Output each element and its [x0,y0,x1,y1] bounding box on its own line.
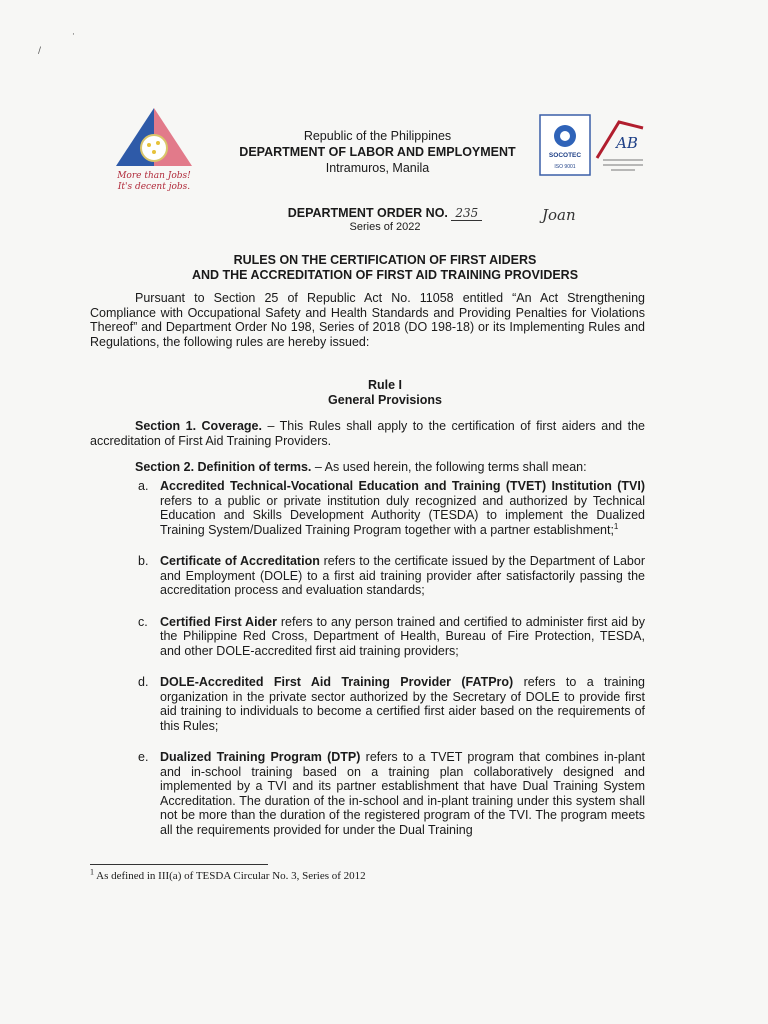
definition-text: refers to a training organization in the private sector authorized by the Secretary of DOLE to provide first aid training to individuals to become a certified first aider based on the requirements of this Rules; [160,675,646,733]
rule-heading [230,378,540,408]
footnote-text: As defined in III(a) of TESDA Circular No. 3, Series of 2012 [94,870,366,882]
section-1-lead: Section 1. Coverage. [135,419,262,433]
title-line-1: RULES ON THE CERTIFICATION OF FIRST AIDERS [233,253,537,267]
department-name: DEPARTMENT OF LABOR AND EMPLOYMENT [239,145,516,159]
dole-logo-icon [112,104,196,194]
stray-mark: ∕ [38,46,42,56]
logo-tagline-1: More than Jobs! [117,171,191,181]
definition-item [130,554,645,598]
definition-text: refers to a TVET program that combines in-plant and in-school training based on a training plan collaboratively designed and implemented by a TVI and its partner establishment that have Dual Training System Accreditation. The duration of the in-school and in-plant training under this system shall not be more than the duration of the registered program of the TVI. The program meets all the requirements provided for under the Dual Training [160,750,645,837]
definitions-list [130,479,645,837]
cert-badge-1-label: SOCOTEC [548,152,582,159]
certification-badges-icon [539,114,647,176]
location-line: Intramuros, Manila [325,161,430,175]
footnote-divider [90,864,268,865]
definition-item [130,675,645,733]
footnote [90,867,366,882]
definition-term: Certificate of Accreditation [160,554,320,568]
rule-label: Rule I [367,378,403,392]
handwritten-initial: Joan [542,206,576,224]
definition-term: Dualized Training Program (DTP) [160,750,361,764]
footnote-ref: 1 [613,521,619,531]
definition-text: refers to any person trained and certified to administer first aid by the Philippine Red Cross, Department of Health, Bureau of Fire Protection, TESDA, and other DOLE-accredited first aid training providers; [160,614,645,658]
cert-badge-1-sub: ISO 9001 [554,164,576,170]
republic-line: Republic of the Philippines [303,129,452,143]
preamble-paragraph: Pursuant to Section 25 of Republic Act No. 11058 entitled “An Act Strengthening Compliance with Occupational Safety and Health Standards and Providing Penalties for Violations Thereof” and Department Order No 198, Series of 2018 (DO 198-18) or its Implementing Rules and Regulations, the following rules are hereby issued: [90,291,645,349]
definition-item [130,479,645,537]
order-series: Series of 2022 [349,221,421,233]
definition-term: DOLE-Accredited First Aid Training Provider (FATPro) [160,675,514,689]
definition-letter: e. [138,750,149,764]
section-2-paragraph [90,460,645,475]
section-2-lead: Section 2. Definition of terms. [135,460,312,474]
definition-term: Accredited Technical-Vocational Education and Training (TVET) Institution (TVI) [160,479,645,493]
definition-item [130,750,645,837]
logo-tagline-2: It's decent jobs. [117,182,191,192]
cert-badge-2-label: AB [616,134,638,152]
section-1-text: – This Rules shall apply to the certification of first aiders and the accreditation of First Aid Training Providers. [90,419,645,448]
department-order-heading [230,206,540,234]
definition-letter: d. [138,675,149,689]
definition-letter: b. [138,554,149,568]
order-title: DEPARTMENT ORDER NO. [287,206,448,220]
definition-text: refers to the certificate issued by the Department of Labor and Employment (DOLE) to a first aid training provider after satisfactorily passing the accreditation process and evaluation standards; [160,554,645,597]
definition-item [130,615,645,659]
document-title [130,253,640,283]
section-2-text: – As used herein, the following terms shall mean: [311,460,587,474]
stray-mark: · [72,30,75,40]
definition-letter: c. [138,614,148,629]
footnote-mark: 1 [90,867,94,877]
letterhead [200,128,555,176]
order-number: 235 [451,206,482,221]
definition-term: Certified First Aider [160,614,277,629]
definition-text: refers to a public or private institution duly recognized and authorized by Technical Education and Skills Development Authority (TESDA) to implement the Dualized Training System/Dualized Training Program together with a partner establishment; [160,493,645,537]
rule-name: General Provisions [328,393,442,407]
definition-letter: a. [138,479,149,493]
section-1-paragraph [90,419,645,448]
title-line-2: AND THE ACCREDITATION OF FIRST AID TRAINING PROVIDERS [191,268,579,282]
